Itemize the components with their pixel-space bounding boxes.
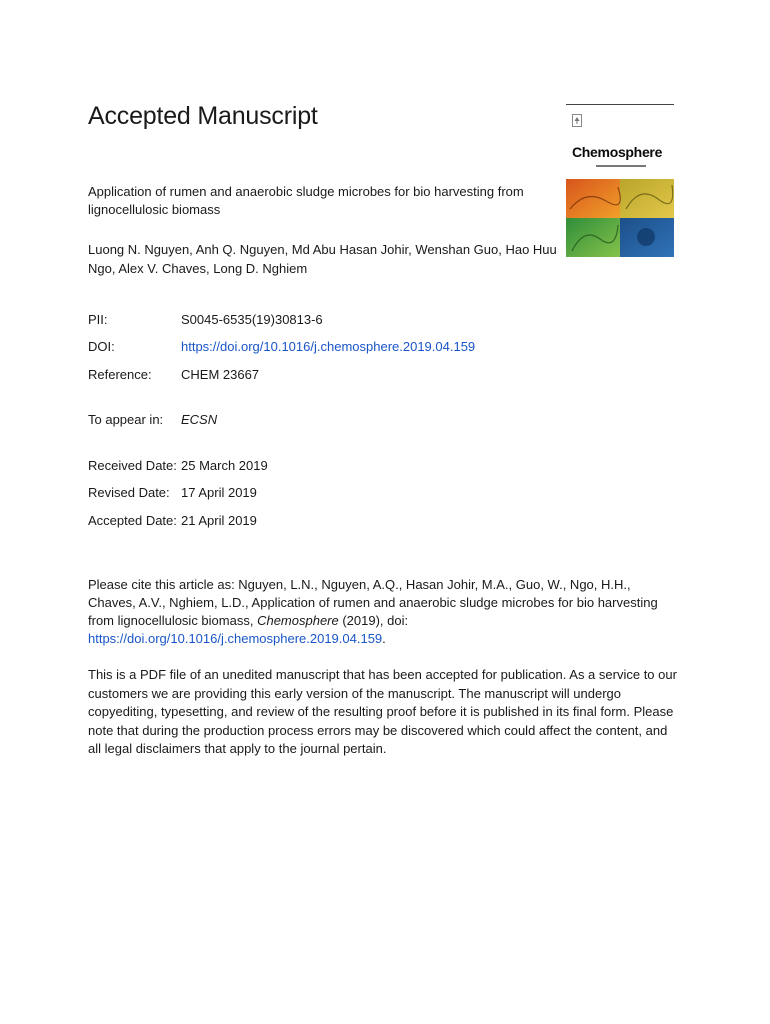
page-title: Accepted Manuscript — [88, 102, 318, 130]
received-date-value: 25 March 2019 — [181, 458, 268, 473]
citation-text: Please cite this article as: Nguyen, L.N., Nguyen, A.Q., Hasan Johir, M.A., Guo, W., Ngo, H.H., Chaves, A.V., Nghiem, L.D., Application of rumen and anaerobic sludge microbes for bio harvesting from lignocellulosic biomass, — [88, 577, 658, 628]
article-title: Application of rumen and anaerobic sludge microbes for bio harvesting from lignocellulosic biomass — [88, 184, 524, 217]
citation-paragraph — [88, 576, 678, 648]
cover-rule — [566, 104, 674, 105]
doi-link[interactable]: https://doi.org/10.1016/j.chemosphere.2019.04.159 — [181, 339, 476, 354]
accepted-date-value: 21 April 2019 — [181, 513, 257, 528]
journal-cover — [566, 104, 674, 256]
author-list: Luong N. Nguyen, Anh Q. Nguyen, Md Abu Hasan Johir, Wenshan Guo, Hao Huu Ngo, Alex V. Chaves, Long D. Nghiem — [88, 242, 557, 276]
accepted-date-label: Accepted Date: — [88, 513, 177, 528]
citation-middle: (2019), doi: — [338, 613, 409, 628]
cover-artwork — [566, 179, 674, 257]
citation-suffix: . — [382, 631, 386, 646]
revised-date-label: Revised Date: — [88, 485, 170, 500]
appear-in-label: To appear in: — [88, 412, 164, 427]
disclaimer-paragraph: This is a PDF file of an unedited manuscript that has been accepted for publication. As a service to our customers we are providing this early version of the manuscript. The manuscript will undergo copyediting, typesetting, and review of the resulting proof before it is published in its final form. Please note that during the production process errors may be discovered which could affect the content, and all legal disclaimers that apply to the journal pertain. — [88, 667, 677, 757]
reference-value: CHEM 23667 — [181, 367, 260, 382]
elsevier-tree-icon — [572, 114, 582, 127]
citation-doi-link[interactable]: https://doi.org/10.1016/j.chemosphere.2019.04.159 — [88, 631, 383, 646]
received-date-label: Received Date: — [88, 458, 177, 473]
cover-subtitle-bar — [596, 165, 646, 167]
pii-value: S0045-6535(19)30813-6 — [181, 312, 323, 327]
appear-in-value: ECSN — [181, 412, 218, 427]
doi-label: DOI: — [88, 339, 115, 354]
reference-label: Reference: — [88, 367, 152, 382]
pii-label: PII: — [88, 312, 108, 327]
citation-journal: Chemosphere — [257, 613, 339, 628]
revised-date-value: 17 April 2019 — [181, 485, 257, 500]
cover-journal-name: Chemosphere — [572, 144, 663, 160]
